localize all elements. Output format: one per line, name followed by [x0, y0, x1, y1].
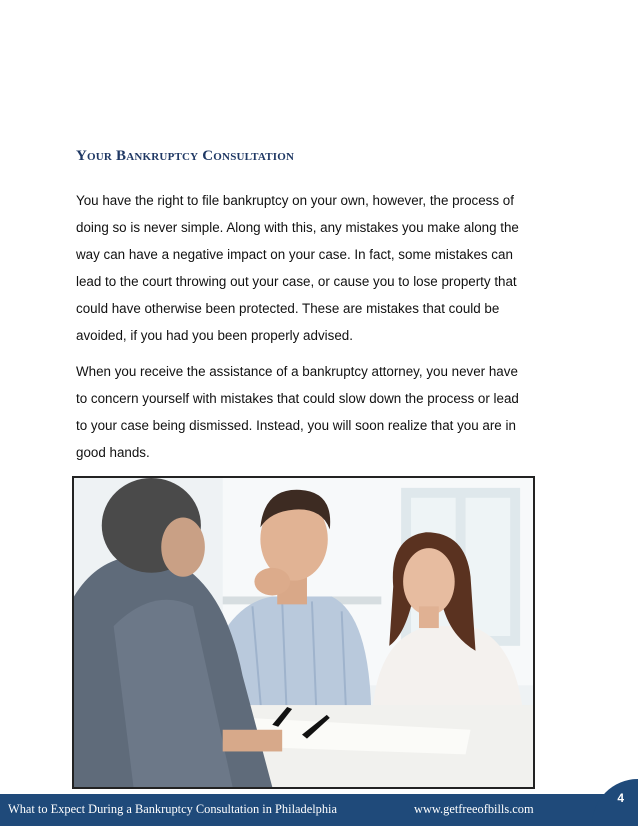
- paragraph-line: doing so is never simple. Along with this, any mistakes you make along the: [76, 220, 519, 235]
- footer-title: What to Expect During a Bankruptcy Consultation in Philadelphia: [8, 802, 337, 816]
- paragraph-line: to your case being dismissed. Instead, you will soon realize that you are in: [76, 418, 516, 433]
- consultation-photo: [72, 476, 535, 789]
- page-footer: [0, 794, 638, 826]
- paragraph-line: lead to the court throwing out your case, or cause you to lose property that: [76, 274, 517, 289]
- page-number-badge: [592, 779, 638, 825]
- paragraph-line: could have otherwise been protected. These are mistakes that could be: [76, 301, 500, 316]
- paragraph-line: You have the right to file bankruptcy on your own, however, the process of: [76, 193, 514, 208]
- paragraph-line: way can have a negative impact on your case. In fact, some mistakes can: [76, 247, 513, 262]
- page-number: 4: [617, 791, 624, 805]
- consultation-illustration: [74, 478, 533, 787]
- paragraph-line: to concern yourself with mistakes that could slow down the process or lead: [76, 391, 519, 406]
- paragraph-2: [76, 358, 576, 466]
- paragraph-1: [76, 187, 576, 349]
- paragraph-line: When you receive the assistance of a bankruptcy attorney, you never have: [76, 364, 518, 379]
- paragraph-line: avoided, if you had you been properly advised.: [76, 328, 353, 343]
- footer-url[interactable]: www.getfreeofbills.com: [414, 802, 534, 816]
- section-heading: Your Bankruptcy Consultation: [76, 148, 295, 164]
- paragraph-line: good hands.: [76, 445, 150, 460]
